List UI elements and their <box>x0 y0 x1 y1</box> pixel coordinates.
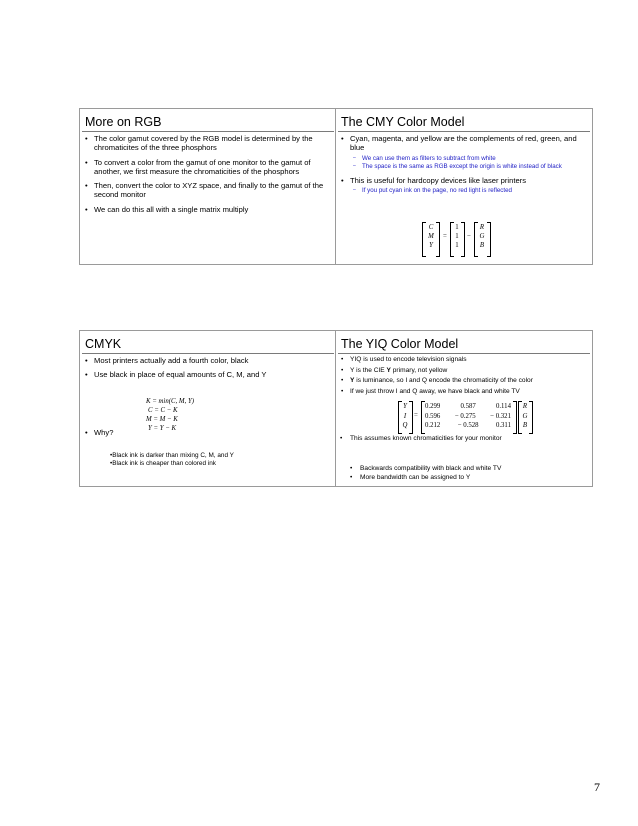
equation-line: K = min(C, M, Y) <box>146 398 195 405</box>
slide-title: CMYK <box>85 337 122 351</box>
slide-body <box>340 134 586 200</box>
matrix-row <box>425 412 511 422</box>
sub-bullet-list <box>350 187 586 195</box>
bullet-marker: • <box>340 435 343 442</box>
equation-line: M = M − K <box>146 416 178 423</box>
matrix-entry: 0.212 <box>425 422 441 429</box>
slide-yiq-color-model <box>335 330 593 487</box>
bullet-list <box>340 134 586 195</box>
matrix-entry: 1 <box>455 233 459 240</box>
minus-sign: − <box>467 233 471 240</box>
note-line: •Black ink is darker than mixing C, M, and Y <box>110 452 234 459</box>
slide-body <box>84 134 330 219</box>
sub-bullet-item: – If you put cyan ink on the page, no red light is reflected <box>350 187 586 195</box>
bullet-item: • Y is the CIE Y primary, not yellow <box>340 367 586 376</box>
bullet-item: Backwards compatibility with black and white TV <box>360 465 502 472</box>
equals-sign: = <box>414 412 418 419</box>
matrix-entry: R <box>522 403 528 410</box>
why-question: Why? <box>94 428 114 437</box>
bullet-marker: • <box>350 474 353 481</box>
matrix-entry: − 0.321 <box>490 412 511 420</box>
slide-title: The CMY Color Model <box>341 115 465 129</box>
title-divider <box>338 353 590 354</box>
matrix-entry: 0.596 <box>425 412 441 420</box>
matrix-entry: I <box>403 412 407 420</box>
bullet-list <box>84 356 330 380</box>
bullet-item <box>340 176 586 195</box>
matrix-entry: B <box>522 422 528 429</box>
bullet-list <box>84 134 330 214</box>
matrix-entry: Q <box>402 422 408 429</box>
equation-line: C = C − K <box>148 407 178 414</box>
slide-cmyk <box>79 330 337 487</box>
slide-body <box>84 356 330 385</box>
matrix-entry: 0.587 <box>460 403 476 410</box>
slide-title: The YIQ Color Model <box>341 337 459 351</box>
bullet-item: More bandwidth can be assigned to Y <box>360 474 471 481</box>
matrix-entry: C <box>428 224 434 231</box>
bullet-item: • If we just throw I and Q away, we have black and white TV <box>340 388 586 397</box>
bullet-item: This assumes known chromaticities for your monitor <box>350 435 502 442</box>
bullet-item: • Most printers actually add a fourth color, black <box>84 356 330 365</box>
matrix-entry: − 0.275 <box>454 412 476 420</box>
matrix-row <box>425 421 511 431</box>
bullet-item: • The color gamut covered by the RGB model is determined by the chromaticites of the three phosphors <box>84 134 330 153</box>
slide-title: More on RGB <box>85 115 162 129</box>
bullet-text: This is useful for hardcopy devices like laser printers <box>350 175 526 185</box>
matrix-entry: 1 <box>455 242 459 249</box>
sub-bullet-item: – We can use them as filters to subtract from white <box>350 155 586 163</box>
matrix-entry: 0.114 <box>495 403 511 410</box>
bold-term: Y <box>386 366 391 374</box>
yiq-coefficients <box>425 402 511 431</box>
matrix-entry: M <box>428 233 434 240</box>
matrix-entry: − 0.528 <box>457 422 479 429</box>
note-line: •Black ink is cheaper than colored ink <box>110 460 216 467</box>
matrix-entry: Y <box>403 403 407 410</box>
cmyk-equations <box>146 397 194 433</box>
matrix-entry: B <box>479 242 485 249</box>
bullet-item: • YIQ is used to encode television signals <box>340 356 586 365</box>
bullet-marker: • <box>350 465 353 472</box>
bullet-text: Cyan, magenta, and yellow are the complements of red, green, and blue <box>350 134 577 153</box>
why-bullet-marker: • <box>85 428 88 437</box>
matrix-row <box>425 402 511 412</box>
matrix-entry: 1 <box>455 224 459 231</box>
bullet-item: • Use black in place of equal amounts of C, M, and Y <box>84 370 330 379</box>
cmy-matrix-equation <box>422 222 502 258</box>
sub-bullet-list <box>350 155 586 171</box>
bullet-item <box>340 134 586 171</box>
slide-more-on-rgb <box>79 108 337 265</box>
title-divider <box>338 131 590 132</box>
title-divider <box>82 131 334 132</box>
bold-term: Y <box>350 377 355 384</box>
title-divider <box>82 353 334 354</box>
slide-body <box>340 356 586 398</box>
matrix-entry: G <box>479 233 485 240</box>
matrix-entry: 0.299 <box>425 403 441 410</box>
equals-sign: = <box>443 233 447 240</box>
equation-line: Y = Y − K <box>148 425 177 432</box>
matrix-entry: 0.311 <box>495 422 511 429</box>
bullet-list <box>340 356 586 396</box>
matrix-entry: R <box>479 224 485 231</box>
matrix-entry: G <box>522 412 528 420</box>
bullet-item: • Y is luminance, so I and Q encode the chromaticity of the color <box>340 377 586 386</box>
bullet-item: • Then, convert the color to XYZ space, and finally to the gamut of the second monitor <box>84 181 330 200</box>
slide-cmy-color-model <box>335 108 593 265</box>
bullet-item: • We can do this all with a single matrix multiply <box>84 205 330 214</box>
sub-bullet-item: – The space is the same as RGB except the origin is white instead of black <box>350 163 586 171</box>
yiq-matrix-equation <box>398 401 538 435</box>
bullet-item: • To convert a color from the gamut of one monitor to the gamut of another, we first measure the chromaticities of the phosphors <box>84 158 330 177</box>
matrix-entry: Y <box>429 242 433 249</box>
page-number: 7 <box>594 780 600 794</box>
